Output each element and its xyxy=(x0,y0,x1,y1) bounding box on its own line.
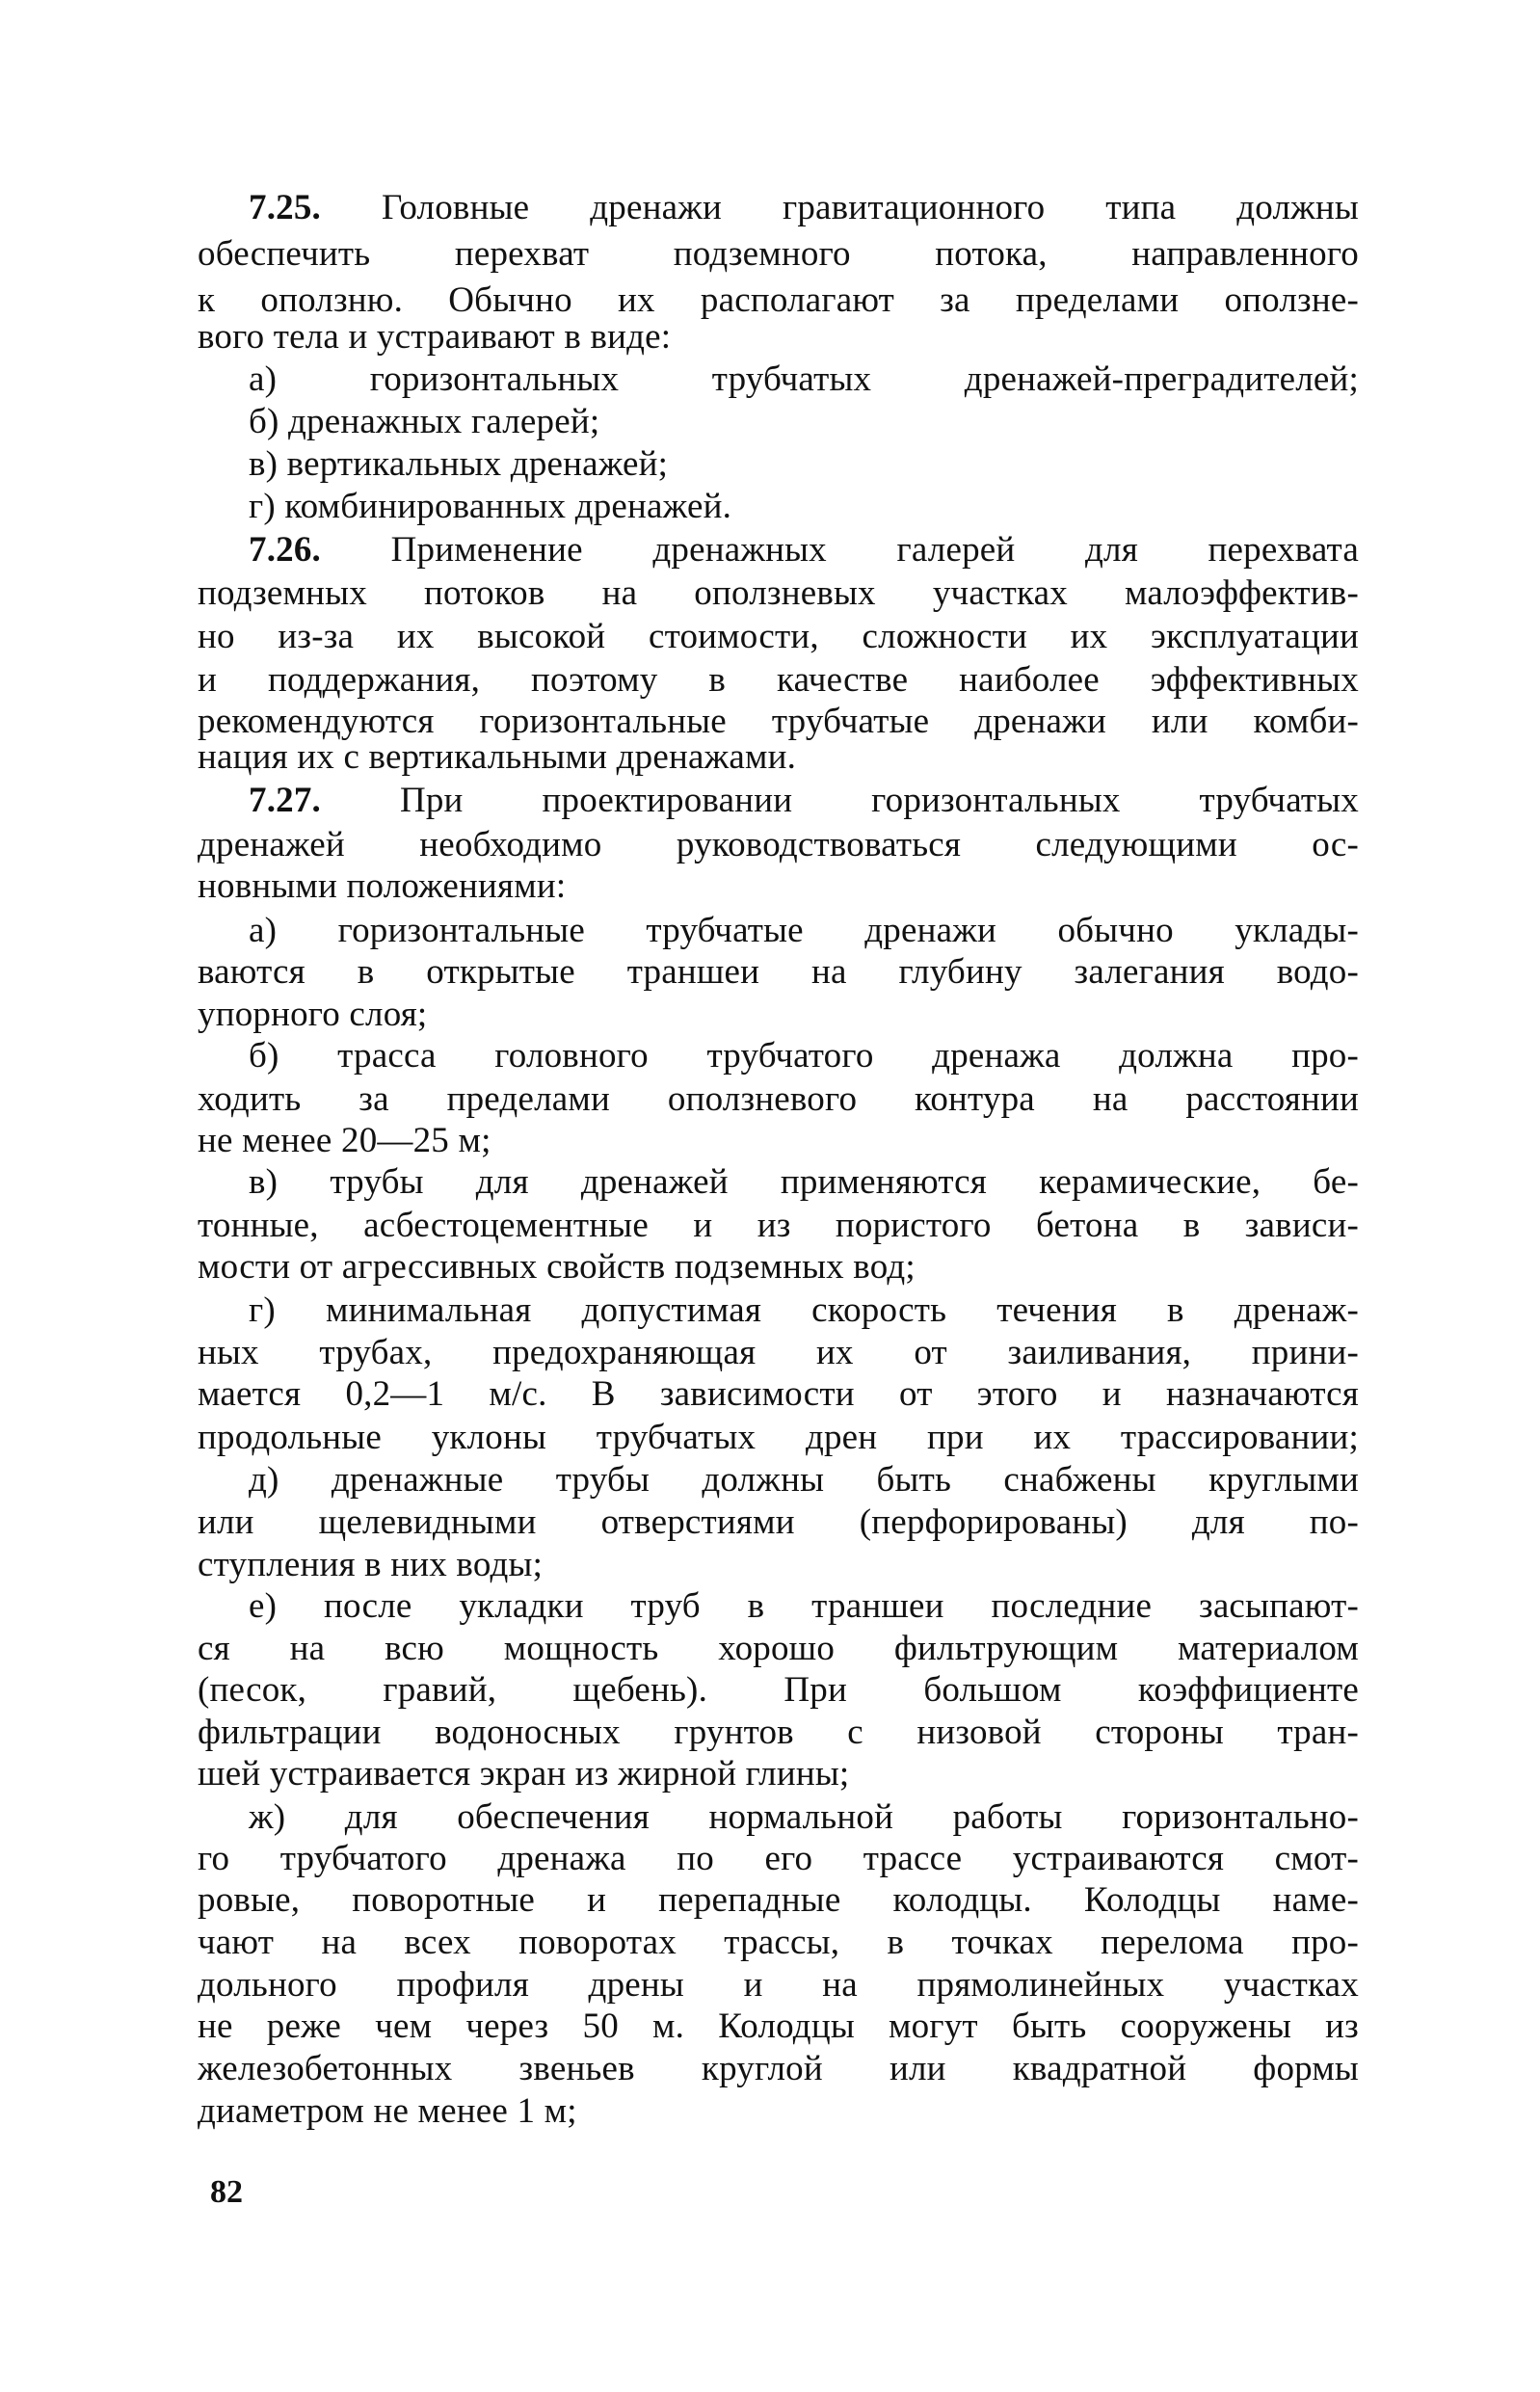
list-item: а) горизонтальные трубчатые дренажи обычно уклады- xyxy=(249,911,1359,950)
text-line: рекомендуются горизонтальные трубчатые дренажи или комби- xyxy=(198,702,1359,741)
list-item: е) после укладки труб в траншеи последние засыпают- xyxy=(249,1586,1359,1626)
text-line: фильтрации водоносных грунтов с низовой стороны тран- xyxy=(198,1713,1359,1752)
text-line: шей устраивается экран из жирной глины; xyxy=(198,1754,850,1794)
text-line: ходить за пределами оползневого контура на расстоянии xyxy=(198,1079,1359,1119)
list-item: ж) для обеспечения нормальной работы горизонтально- xyxy=(249,1797,1359,1837)
text-line: 7.27. При проектировании горизонтальных трубчатых xyxy=(249,781,1359,820)
list-item: б) трасса головного трубчатого дренажа должна про- xyxy=(249,1036,1359,1076)
text-line: мости от агрессивных свойств подземных вод; xyxy=(198,1247,916,1287)
text-line: железобетонных звеньев круглой или квадратной формы xyxy=(198,2049,1359,2088)
list-item: а) горизонтальных трубчатых дренажей-преградителей; xyxy=(249,359,1359,399)
text-line: диаметром не менее 1 м; xyxy=(198,2091,577,2131)
text-line: продольные уклоны трубчатых дрен при их трассировании; xyxy=(198,1418,1359,1457)
text-line: нация их с вертикальными дренажами. xyxy=(198,737,797,777)
paragraph-number: 7.26. xyxy=(249,530,321,570)
paragraph-number: 7.25. xyxy=(249,188,321,227)
text-line: (песок, гравий, щебень). При большом коэффициенте xyxy=(198,1670,1359,1710)
text-line: подземных потоков на оползневых участках малоэффектив- xyxy=(198,573,1359,613)
text-line: но из-за их высокой стоимости, сложности их эксплуатации xyxy=(198,617,1359,656)
text-line: мается 0,2—1 м/с. В зависимости от этого и назначаются xyxy=(198,1374,1359,1414)
text-line: ваются в открытые траншеи на глубину залегания водо- xyxy=(198,952,1359,992)
text-line: новными положениями: xyxy=(198,866,567,906)
text-line: дренажей необходимо руководствоваться следующими ос- xyxy=(198,825,1359,864)
list-item: г) комбинированных дренажей. xyxy=(249,487,732,526)
list-item: г) минимальная допустимая скорость течения в дренаж- xyxy=(249,1290,1359,1330)
text-line: тонные, асбестоцементные и из пористого бетона в зависи- xyxy=(198,1206,1359,1245)
text-line: и поддержания, поэтому в качестве наиболее эффективных xyxy=(198,660,1359,700)
text-line: не реже чем через 50 м. Колодцы могут быть сооружены из xyxy=(198,2007,1359,2046)
text-line: дольного профиля дрены и на прямолинейных участках xyxy=(198,1965,1359,2005)
text-line: не менее 20—25 м; xyxy=(198,1121,491,1160)
text-line: ных трубах, предохраняющая их от заиливания, прини- xyxy=(198,1333,1359,1372)
text-line: ся на всю мощность хорошо фильтрующим материалом xyxy=(198,1629,1359,1668)
text-line: или щелевидными отверстиями (перфорированы) для по- xyxy=(198,1502,1359,1542)
paragraph-number: 7.27. xyxy=(249,781,321,820)
text-line: 7.26. Применение дренажных галерей для перехвата xyxy=(249,530,1359,570)
text-line: 7.25. Головные дренажи гравитационного типа должны xyxy=(249,188,1359,227)
text-line: к оползню. Обычно их располагают за пределами оползне- xyxy=(198,280,1359,320)
list-item: д) дренажные трубы должны быть снабжены круглыми xyxy=(249,1460,1359,1500)
text-line: го трубчатого дренажа по его трассе устраиваются смот- xyxy=(198,1839,1359,1878)
text-line: чают на всех поворотах трассы, в точках перелома про- xyxy=(198,1923,1359,1962)
text-line: ступления в них воды; xyxy=(198,1545,544,1584)
text-line: ровые, поворотные и перепадные колодцы. Колодцы наме- xyxy=(198,1880,1359,1920)
text-line: вого тела и устраивают в виде: xyxy=(198,317,672,357)
page-number: 82 xyxy=(210,2174,243,2210)
list-item: в) трубы для дренажей применяются керамические, бе- xyxy=(249,1162,1359,1202)
text-line: обеспечить перехват подземного потока, направленного xyxy=(198,234,1359,274)
text-line: упорного слоя; xyxy=(198,995,428,1034)
list-item: в) вертикальных дренажей; xyxy=(249,444,669,484)
list-item: б) дренажных галерей; xyxy=(249,402,600,441)
